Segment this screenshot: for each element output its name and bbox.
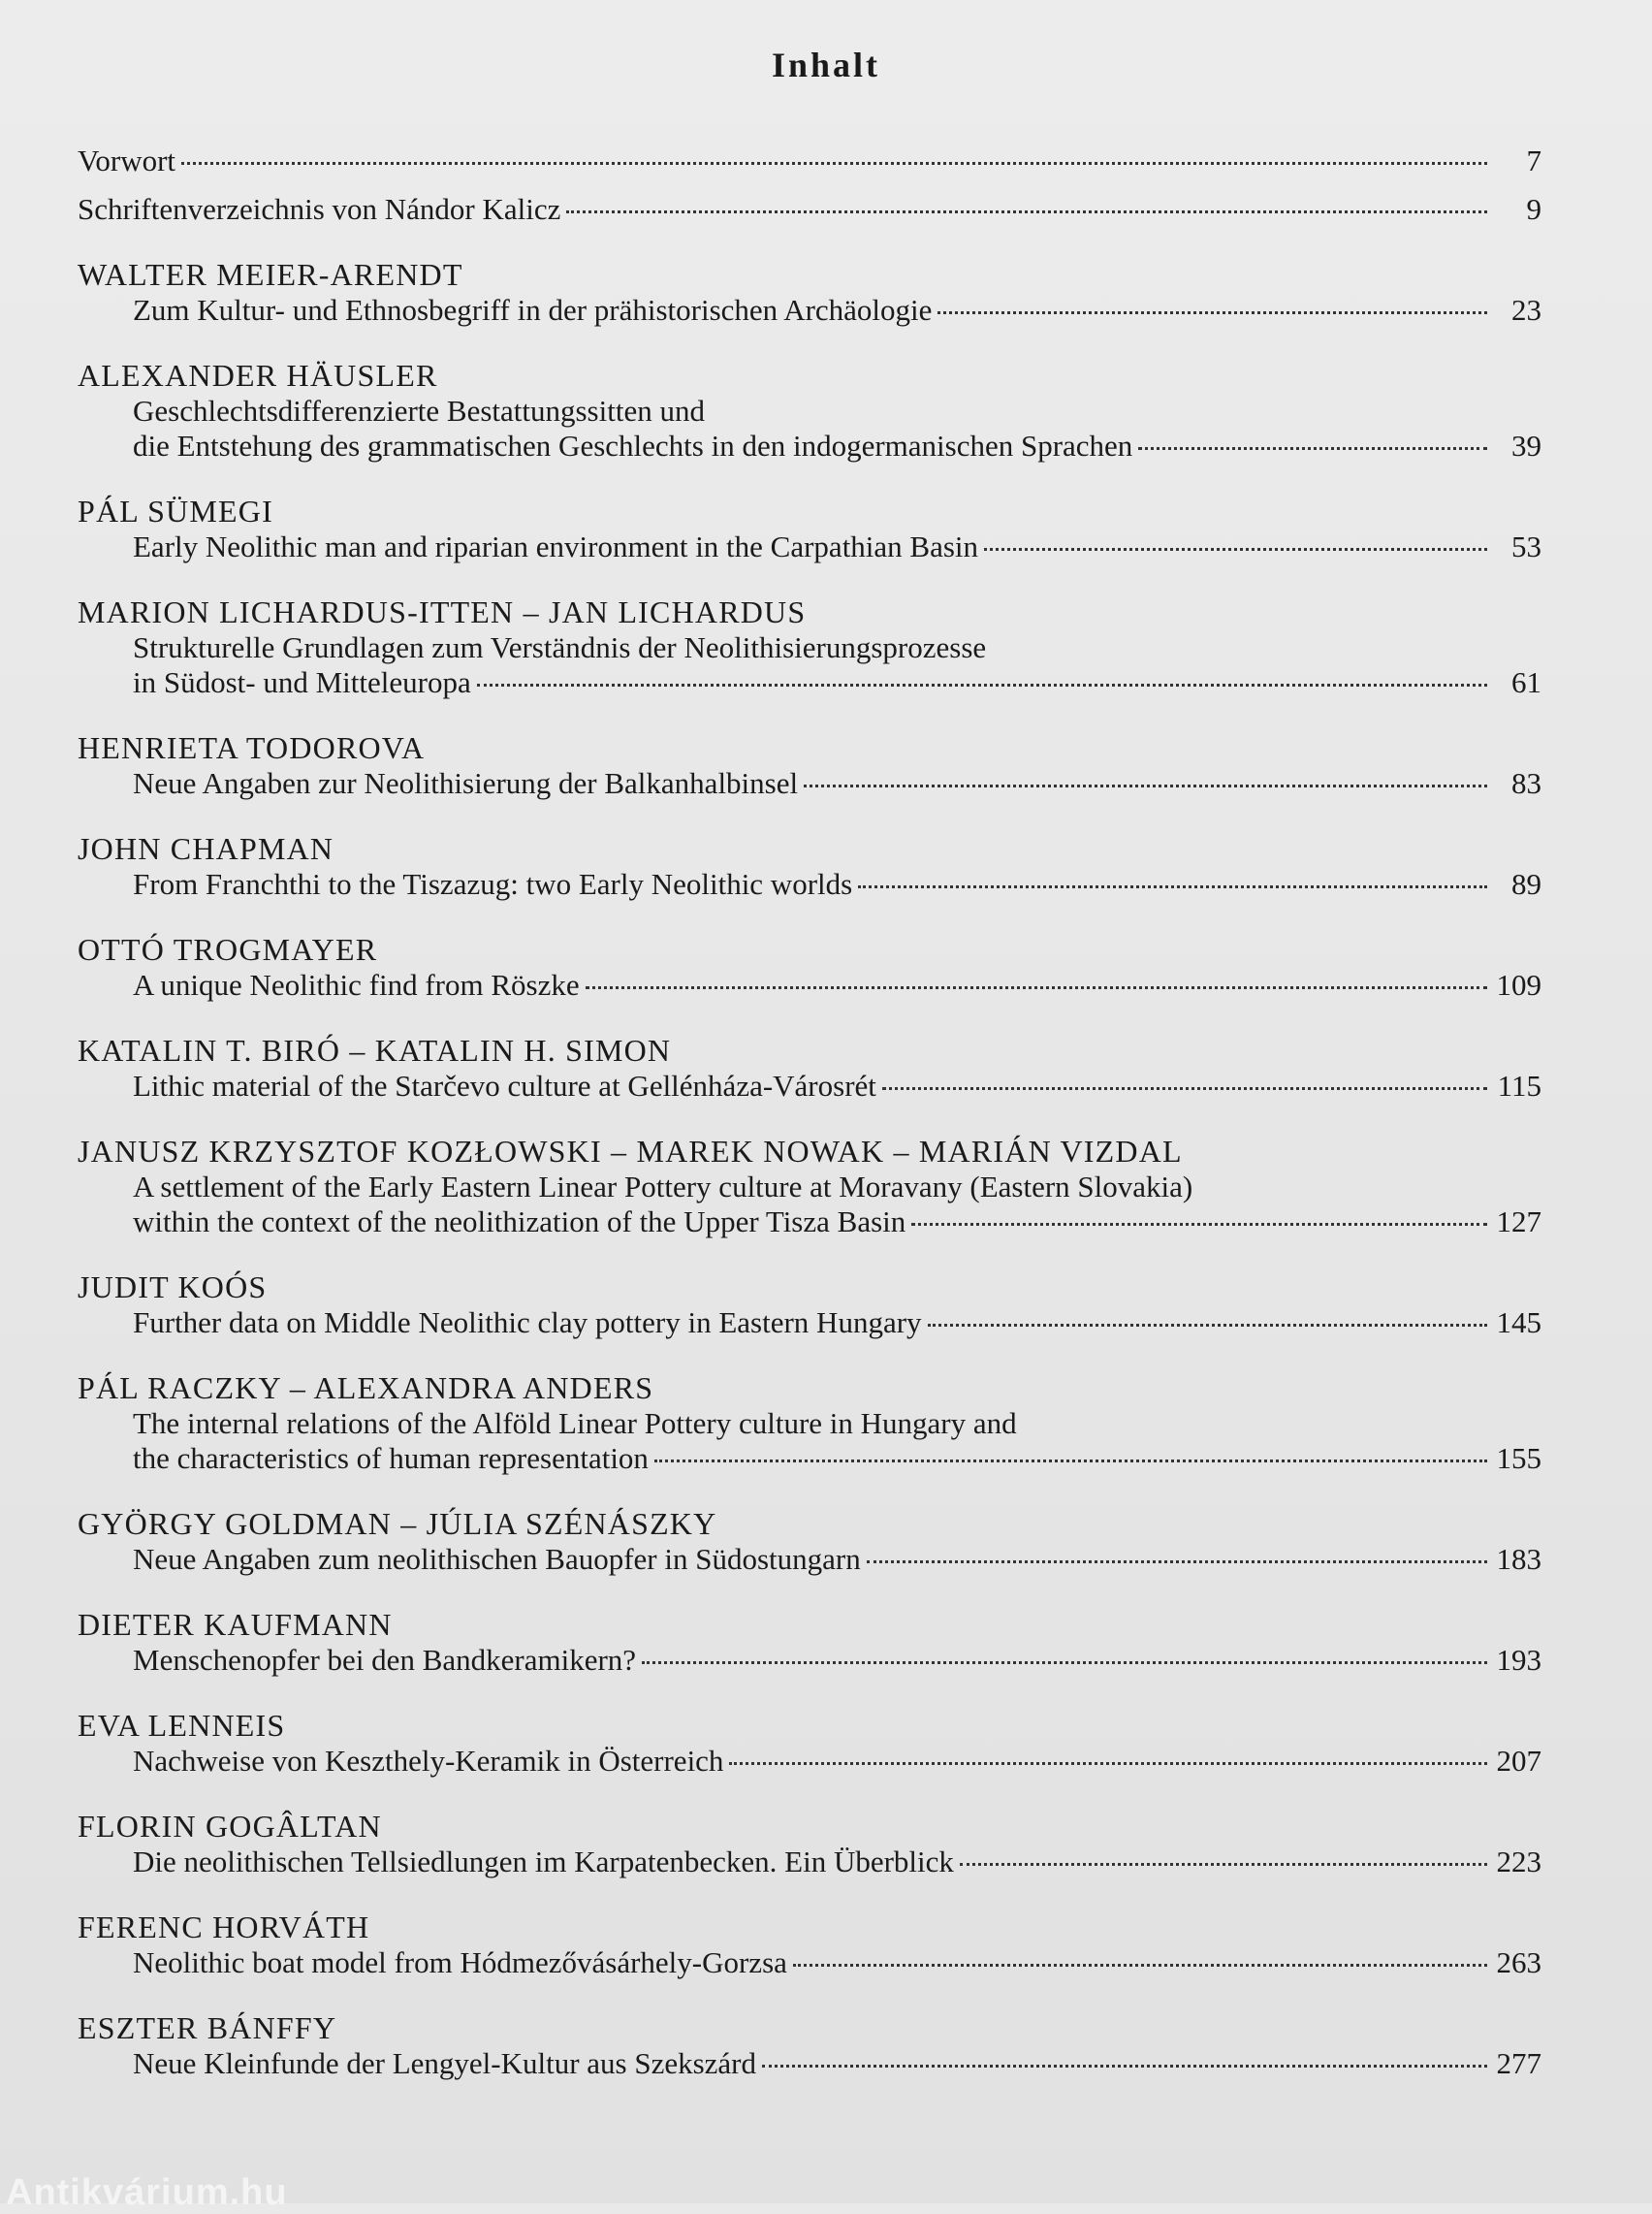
- entry-line: [78, 766, 1541, 801]
- page-number: 7: [1526, 144, 1541, 177]
- page-number: 277: [1496, 2046, 1541, 2080]
- entry-title: the characteristics of human representation: [133, 1441, 649, 1475]
- dot-leader: [477, 684, 1487, 687]
- entry-author: WALTER MEIER-ARENDT: [78, 257, 463, 292]
- toc-entry: [78, 2009, 1541, 2081]
- page-number: 183: [1496, 1542, 1541, 1576]
- entry-title: A settlement of the Early Eastern Linear Pottery culture at Moravany (Eastern Slovakia): [133, 1170, 1193, 1203]
- entry-line: [78, 1204, 1541, 1239]
- page-number: 155: [1496, 1441, 1541, 1475]
- entry-title: Neue Angaben zum neolithischen Bauopfer in Südostungarn: [133, 1542, 861, 1576]
- entry-author: HENRIETA TODOROVA: [78, 730, 426, 765]
- entry-line: [78, 665, 1541, 700]
- dot-leader: [960, 1863, 1487, 1866]
- page-number: 263: [1496, 1945, 1541, 1979]
- toc-entry: [78, 256, 1541, 328]
- dot-leader: [729, 1762, 1487, 1765]
- entry-author: JUDIT KOÓS: [78, 1269, 268, 1304]
- entry-title: Neue Kleinfunde der Lengyel-Kultur aus Szekszárd: [133, 2046, 757, 2080]
- entry-line: [78, 1542, 1541, 1577]
- entry-title: within the context of the neolithization of the Upper Tisza Basin: [133, 1204, 906, 1238]
- page-number: 115: [1497, 1069, 1541, 1103]
- entry-title: Geschlechtsdifferenzierte Bestattungssitten und: [133, 394, 705, 428]
- entry-line: [78, 1441, 1541, 1476]
- toc-entry: [78, 1032, 1541, 1104]
- entry-line: [78, 1305, 1541, 1340]
- dot-leader: [984, 548, 1487, 551]
- dot-leader: [1138, 447, 1487, 450]
- entry-title: die Entstehung des grammatischen Geschlechts in den indogermanischen Sprachen: [133, 429, 1133, 463]
- page-number: 83: [1511, 766, 1541, 800]
- entry-line: [78, 1845, 1541, 1879]
- entry-title: Early Neolithic man and riparian environment in the Carpathian Basin: [133, 529, 979, 563]
- entry-title: The internal relations of the Alföld Linear Pottery culture in Hungary and: [133, 1406, 1017, 1440]
- toc-entry: [78, 144, 1541, 178]
- entry-author: FERENC HORVÁTH: [78, 1909, 370, 1944]
- dot-leader: [867, 1560, 1487, 1563]
- page-number: 89: [1511, 867, 1541, 901]
- entry-author: JANUSZ KRZYSZTOF KOZŁOWSKI – MAREK NOWAK – MARIÁN VIZDAL: [78, 1134, 1183, 1169]
- entry-title: Strukturelle Grundlagen zum Verständnis der Neolithisierungsprozesse: [133, 630, 987, 664]
- entry-author: JOHN CHAPMAN: [78, 831, 334, 866]
- toc-entry: [78, 1505, 1541, 1577]
- dot-leader: [762, 2065, 1487, 2068]
- entry-title: From Franchthi to the Tiszazug: two Early Neolithic worlds: [133, 867, 853, 901]
- toc-entry: [78, 594, 1541, 700]
- page-number: 109: [1496, 968, 1541, 1002]
- page-title: Inhalt: [771, 46, 881, 84]
- page-number: 39: [1511, 429, 1541, 463]
- entry-title: in Südost- und Mitteleuropa: [133, 665, 471, 699]
- dot-leader: [858, 885, 1487, 888]
- dot-leader: [586, 986, 1487, 989]
- entry-title: Neue Angaben zur Neolithisierung der Balkanhalbinsel: [133, 766, 799, 800]
- toc-entry: [78, 1369, 1541, 1476]
- toc-entry: [78, 493, 1541, 564]
- entry-line: [78, 529, 1541, 564]
- entry-line: [78, 429, 1541, 464]
- dot-leader: [654, 1460, 1487, 1462]
- entry-title: Nachweise von Keszthely-Keramik in Österreich: [133, 1744, 724, 1778]
- page-number: 53: [1511, 529, 1541, 563]
- dot-leader: [911, 1223, 1487, 1226]
- entry-line: [78, 1406, 1541, 1441]
- dot-leader: [928, 1324, 1487, 1327]
- page-number: 9: [1526, 192, 1541, 226]
- entry-line: [78, 1069, 1541, 1104]
- entry-author: OTTÓ TROGMAYER: [78, 932, 378, 967]
- entry-line: [78, 1170, 1541, 1204]
- toc-entry: [78, 357, 1541, 464]
- entry-title: Neolithic boat model from Hódmezővásárhely-Gorzsa: [133, 1945, 787, 1979]
- entry-line: [78, 1945, 1541, 1980]
- entry-line: [78, 192, 1541, 227]
- entry-line: [78, 144, 1541, 178]
- page-number: 127: [1496, 1204, 1541, 1238]
- entry-author: PÁL RACZKY – ALEXANDRA ANDERS: [78, 1370, 654, 1405]
- entry-line: [78, 867, 1541, 902]
- entry-author: EVA LENNEIS: [78, 1708, 286, 1743]
- entry-line: [78, 968, 1541, 1003]
- toc-entry: [78, 1606, 1541, 1678]
- entry-title: Vorwort: [78, 144, 176, 177]
- entry-line: [78, 1643, 1541, 1678]
- dot-leader: [642, 1661, 1487, 1664]
- entry-line: [78, 2046, 1541, 2081]
- toc-entry: [78, 830, 1541, 902]
- entry-author: GYÖRGY GOLDMAN – JÚLIA SZÉNÁSZKY: [78, 1506, 717, 1541]
- entry-line: [78, 394, 1541, 429]
- entry-author: MARION LICHARDUS-ITTEN – JAN LICHARDUS: [78, 594, 807, 629]
- entry-author: FLORIN GOGÂLTAN: [78, 1809, 382, 1844]
- entry-title: Schriftenverzeichnis von Nándor Kalicz: [78, 192, 561, 226]
- watermark: Antikvárium.hu: [6, 2172, 288, 2213]
- toc-entry: [78, 729, 1541, 801]
- dot-leader: [566, 210, 1487, 213]
- entry-author: KATALIN T. BIRÓ – KATALIN H. SIMON: [78, 1033, 672, 1068]
- entry-author: ESZTER BÁNFFY: [78, 2010, 337, 2045]
- toc-entry: [78, 1707, 1541, 1779]
- entry-title: Zum Kultur- und Ethnosbegriff in der prähistorischen Archäologie: [133, 293, 933, 327]
- page-number: 145: [1496, 1305, 1541, 1339]
- entry-author: DIETER KAUFMANN: [78, 1607, 393, 1642]
- entry-title: Die neolithischen Tellsiedlungen im Karpatenbecken. Ein Überblick: [133, 1845, 954, 1878]
- toc-entry: [78, 1268, 1541, 1340]
- dot-leader: [181, 162, 1487, 165]
- entry-title: A unique Neolithic find from Röszke: [133, 968, 580, 1002]
- dot-leader: [804, 785, 1487, 787]
- entry-author: PÁL SÜMEGI: [78, 494, 273, 529]
- dot-leader: [793, 1964, 1487, 1967]
- toc-entry: [78, 1133, 1541, 1239]
- toc-entry: [78, 192, 1541, 227]
- entry-author: ALEXANDER HÄUSLER: [78, 358, 438, 393]
- page-number: 223: [1496, 1845, 1541, 1878]
- page-number: 193: [1496, 1643, 1541, 1677]
- entry-title: Lithic material of the Starčevo culture at Gellénháza-Városrét: [133, 1069, 876, 1103]
- entry-line: [78, 1744, 1541, 1779]
- table-of-contents: [78, 144, 1541, 2081]
- page-number: 61: [1511, 665, 1541, 699]
- page-number: 23: [1511, 293, 1541, 327]
- dot-leader: [882, 1087, 1487, 1090]
- toc-entry: [78, 1909, 1541, 1980]
- entry-line: [78, 630, 1541, 665]
- entry-title: Further data on Middle Neolithic clay pottery in Eastern Hungary: [133, 1305, 922, 1339]
- entry-line: [78, 293, 1541, 328]
- toc-entry: [78, 931, 1541, 1003]
- dot-leader: [937, 311, 1487, 314]
- entry-title: Menschenopfer bei den Bandkeramikern?: [133, 1643, 637, 1677]
- page-number: 207: [1496, 1744, 1541, 1778]
- toc-entry: [78, 1808, 1541, 1879]
